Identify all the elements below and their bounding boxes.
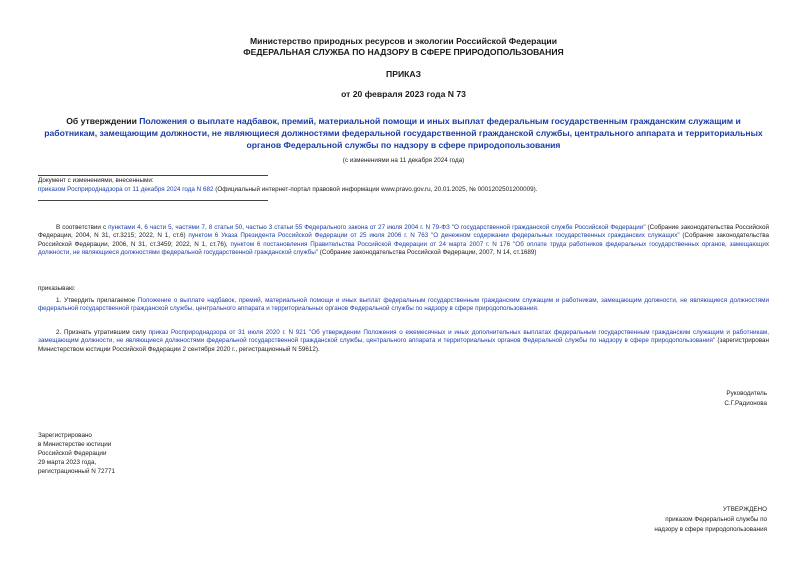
item2-link[interactable]: приказ Росприроднадзора от 31 июля 2020 г. N 921 "Об утверждении Положения о ежемесячных и иных дополнительных выплатах федеральным государственным гражданским служащим и работникам, замещающим должности, не являющиеся должностями федеральной государственной гражданской службы, центрального аппарата и территориальных органов Федеральной службы по надзору в сфере природопользования" [38, 329, 769, 345]
preamble-link-decree[interactable]: пунктом 6 Указа Президента Российской Федерации от 25 июля 2006 г. N 763 "О денежном содержании федеральных государственных гражданских служащих" [188, 232, 680, 240]
changes-line [38, 186, 769, 194]
changes-label: Документ с изменениями, внесенными: [38, 177, 154, 184]
divider-bottom [38, 200, 268, 201]
preamble-link-law[interactable]: пунктами 4, 6 части 5, частями 7, 8 статьи 50, частью 3 статьи 55 Федерального закона от 27 июля 2004 г. N 79-ФЗ "О государственной гражданской службе Российской Федерации" [108, 224, 646, 231]
doc-date-number: от 20 февраля 2023 года N 73 [341, 89, 466, 99]
item2-text-1: 2. Признать утратившим силу [56, 329, 149, 336]
order-word: приказываю: [38, 285, 76, 292]
changes-rest: (Официальный интернет-портал правовой информации www.pravo.gov.ru, 20.01.2025, № 0001202501200009). [213, 186, 538, 193]
registration-line-3: Российской Федерации [38, 450, 107, 457]
preamble-text-2: (Собрание законодательства Российской Федерации, 2004, N 31, ст.3215; 2022, N 1, ст.6) [38, 224, 770, 240]
item-2 [38, 329, 769, 354]
registration-line-5: регистрационный N 72771 [38, 468, 116, 475]
preamble-text-1: В соответствии с [56, 224, 109, 231]
changes-link[interactable]: приказом Росприроднадзора от 11 декабря 2024 года N 682 [38, 186, 214, 193]
preamble-link-resolution[interactable]: пунктом 6 постановления Правительства Российской Федерации от 24 марта 2007 г. N 176 "Об оплате труда работников федеральных государственных органов, замещающих должности, не являющиеся должностями федеральной государственной гражданской службы" [38, 240, 769, 256]
divider-top [38, 175, 268, 176]
item-1 [38, 297, 769, 314]
item1-text-1: 1. Утвердить прилагаемое [56, 297, 138, 304]
ministry-name: Министерство природных ресурсов и экологии Российской Федерации [250, 36, 557, 46]
item1-text-2: . [536, 305, 539, 313]
preamble [38, 224, 769, 257]
item2-text-2: (зарегистрирован Министерством юстиции Российской Федерации 2 сентября 2020 г., регистрационный N 59612). [38, 337, 769, 353]
item1-link[interactable]: Положение о выплате надбавок, премий, материальной помощи и иных выплат федеральным государственным гражданским служащим и работникам, замещающим должности, не являющиеся должностями федеральной государственной гражданской службы, центрального аппарата и территориальных органов Федеральной службы по надзору в сфере природопользования [38, 297, 769, 313]
page-title [40, 115, 767, 152]
title-prefix: Об утверждении [66, 116, 140, 126]
approved-line-1: УТВЕРЖДЕНО [722, 506, 767, 513]
preamble-text-3: (Собрание законодательства Российской Федерации, 2006, N 31, ст.3459; 2022, N 1, ст.76), [38, 232, 769, 248]
approved-line-3: надзору в сфере природопользования [654, 526, 767, 533]
title-link[interactable]: Положения о выплате надбавок, премий, материальной помощи и иных выплат федеральным государственным гражданским служащим и работникам, замещающим должности, не являющиеся должностями федеральной государственной гражданской службы, центрального аппарата и территориальных органов Федеральной службы по надзору в сфере природопользования [44, 116, 763, 151]
approved-line-2: приказом Федеральной службы по [665, 516, 767, 523]
amendments-note: (с изменениями на 11 декабря 2024 года) [342, 157, 465, 164]
registration-line-4: 29 марта 2023 года, [38, 459, 97, 466]
preamble-text-4: (Собрание законодательства Российской Федерации, 2007, N 14, ст.1689) [318, 248, 537, 256]
doc-type: ПРИКАЗ [386, 69, 421, 79]
registration-line-1: Зарегистрировано [38, 432, 92, 439]
signature-name: С.Г.Радионова [724, 400, 767, 407]
signature-position: Руководитель [726, 390, 767, 397]
registration-line-2: в Министерстве юстиции [38, 441, 112, 448]
service-name: ФЕДЕРАЛЬНАЯ СЛУЖБА ПО НАДЗОРУ В СФЕРЕ ПРИРОДОПОЛЬЗОВАНИЯ [243, 47, 564, 57]
